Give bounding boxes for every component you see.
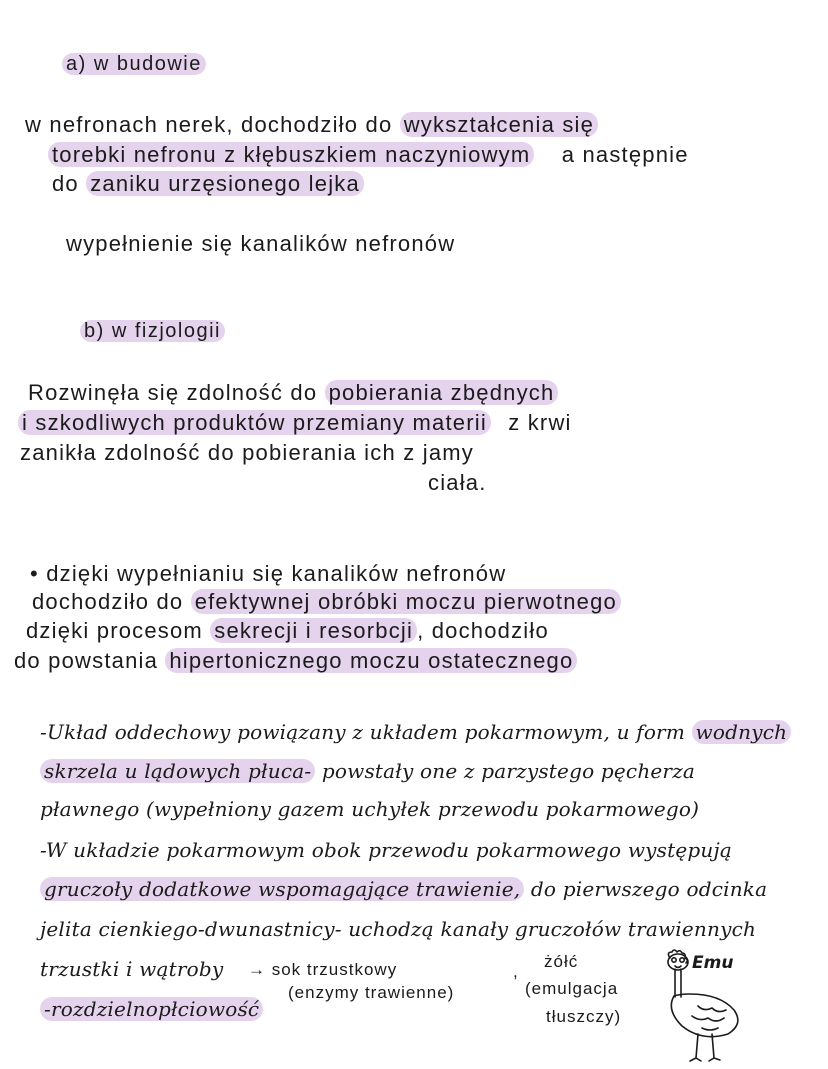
note-annotation: → sok trzustkowy (248, 960, 398, 979)
text-line: zanikła zdolność do pobierania ich z jamy (20, 440, 474, 465)
note-annotation: , (513, 962, 519, 981)
text-line: do powstania hipertonicznego moczu ostatecznego (14, 648, 577, 673)
note-line: trzustki i wątroby (40, 957, 224, 981)
heading-b: b) w fizjologii (80, 320, 225, 343)
text-line: torebki nefronu z kłębuszkiem naczyniowym a następnie (48, 142, 689, 167)
note-line: -rozdzielnopłciowość (40, 998, 263, 1021)
note-line: -W układzie pokarmowym obok przewodu pokarmowego występują (40, 838, 732, 862)
note-line: gruczoły dodatkowe wspomagające trawienie, do pierwszego odcinka (40, 878, 767, 901)
note-line: pławnego (wypełniony gazem uchyłek przewodu pokarmowego) (40, 797, 700, 821)
text-line: Rozwinęła się zdolność do pobierania zbędnych (28, 380, 558, 405)
note-annotation: tłuszczy) (546, 1007, 622, 1026)
note-annotation: (emulgacja (525, 979, 619, 998)
note-annotation: (enzymy trawienne) (288, 983, 455, 1002)
text-line: dzięki procesom sekrecji i resorbcji , dochodziło (26, 618, 549, 643)
emu-label: Emu (692, 953, 734, 973)
emu-doodle-icon (658, 948, 758, 1063)
text-line: • dzięki wypełnianiu się kanalików nefronów (30, 561, 507, 586)
note-line: jelita cienkiego-dwunastnicy- uchodzą kanały gruczołów trawiennych (40, 917, 757, 941)
text-line: i szkodliwych produktów przemiany materii z krwi (18, 410, 572, 435)
text-line: w nefronach nerek, dochodziło do wykształcenia się (25, 112, 598, 137)
text-line: wypełnienie się kanalików nefronów (66, 231, 456, 256)
note-annotation: żółć (544, 952, 579, 971)
text-line: ciała. (428, 470, 487, 495)
heading-a: a) w budowie (62, 53, 206, 76)
note-line: -Układ oddechowy powiązany z układem pokarmowym, u form wodnych (40, 721, 791, 744)
text-line: do zaniku urzęsionego lejka (52, 171, 364, 196)
note-line: skrzela u lądowych płuca- powstały one z parzystego pęcherza (40, 760, 695, 783)
text-line: dochodziło do efektywnej obróbki moczu pierwotnego (32, 589, 621, 614)
